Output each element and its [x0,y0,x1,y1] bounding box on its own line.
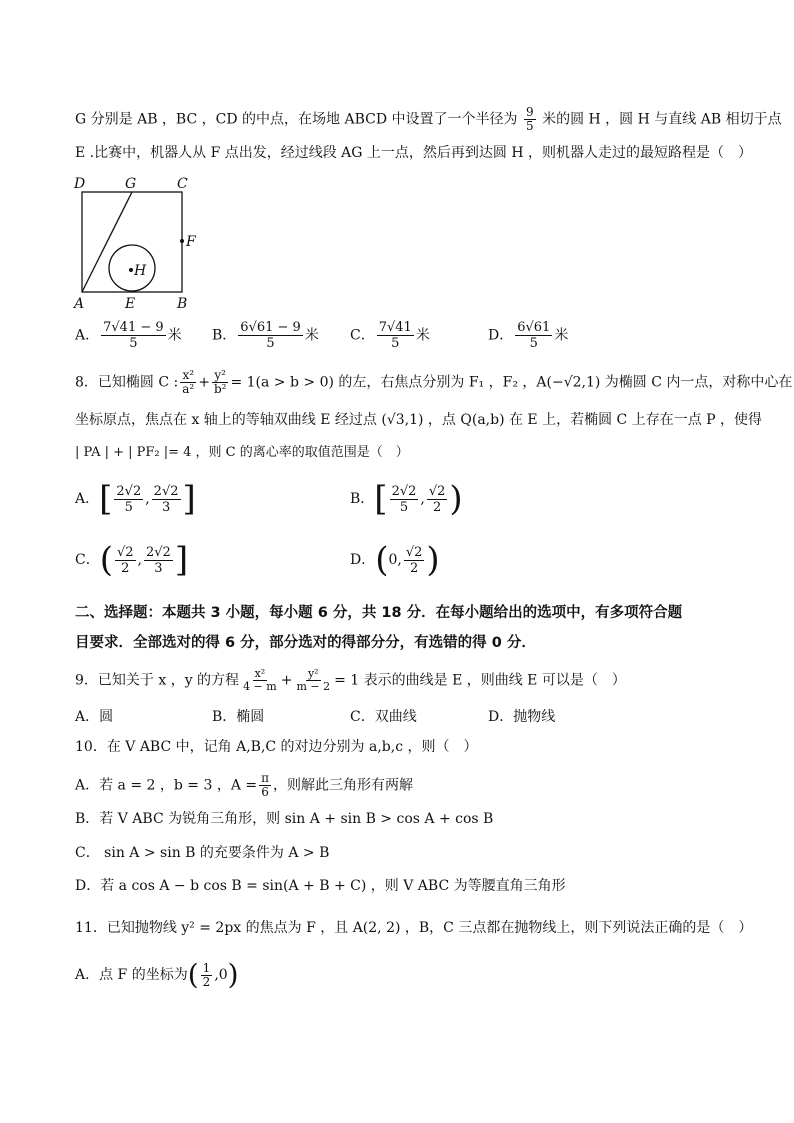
q8-option-c[interactable]: C．( $\frac{√2}{2}$ , $\frac{2√2}{3}$ ] [75,540,189,580]
q10-option-b[interactable]: B．若 V ABC 为锐角三角形，则 sin A + sin B > cos A + cos B [75,811,494,827]
q9-option-b[interactable]: B．椭圆 [212,709,265,725]
point-f [180,239,184,243]
label-f: F [186,234,196,250]
label-c: C [177,176,188,192]
q8-line2: 坐标原点，焦点在 x 轴上的等轴双曲线 E 经过点 (√3,1) ，点 Q(a,b) 在 E 上，若椭圆 C 上存在一点 P ，使得 [75,412,763,428]
section2-heading-line2: 目要求．全部选对的得 6 分，部分选对的得部分分，有选错的得 0 分． [75,635,536,651]
q9-stem: 9．已知关于 x ，y 的方程 $\frac{\text{x²}}{4 - m}$ + $\frac{\text{y²}}{m - 2}$ = 1 表示的曲线是 E ，则曲线 E 可以是（ ） [75,667,626,693]
q7-option-b[interactable]: B． $\frac{6√61 - 9}{5}$ 米 [212,320,319,351]
q7-line1 [75,106,782,133]
label-a: A [74,296,85,312]
q7-option-d[interactable]: D． $\frac{6√61}{5}$ 米 [488,320,569,351]
q8-line3: | PA | + | PF₂ |= 4 ，则 C 的离心率的取值范围是（ ） [75,445,409,460]
label-d: D [74,176,86,192]
segment-ag [82,192,132,292]
q10-option-a[interactable]: A．若 a = 2 ，b = 3 ，A = $\frac{\pi}{6}$ ，则解此三角形有两解 [75,771,414,799]
q7-line2: E .比赛中，机器人从 F 点出发，经过线段 AG 上一点，然后再到达圆 H ，则机器人走过的最短路程是（ ） [75,145,753,161]
q8-line1: 8．已知椭圆 C : $\frac{\text{x²}}{\text{a²}}$ + $\frac{\text{y²}}{\text{b²}}$ = 1(a > b > 0) 的左，右焦点分别为 F₁ ，F₂ ，A(−√2,1) 为椭圆 C 内一点，对称中心在 [75,368,793,396]
label-e: E [125,296,136,312]
q11-option-a[interactable]: A．点 F 的坐标为( $\frac{1}{2}$ ,0) [75,958,239,991]
point-h [129,268,133,272]
q8-option-a[interactable]: A．[ $\frac{2√2}{5}$ , $\frac{2√2}{3}$ ] [75,479,196,519]
q9-option-c[interactable]: C．双曲线 [350,709,417,725]
q7-option-a[interactable]: A． $\frac{7√41 - 9}{5}$ 米 [75,320,182,351]
q9-option-a[interactable]: A．圆 [75,709,114,725]
q7-figure [70,172,210,312]
q7-text-part1: G 分别是 AB ，BC ，CD 的中点，在场地 ABCD 中设置了一个半径为 [75,111,518,128]
label-h: H [134,263,147,279]
section2-heading-line1: 二、选择题：本题共 3 小题，每小题 6 分，共 18 分．在每小题给出的选项中，有多项符合题 [75,605,683,621]
label-g: G [125,176,137,192]
q8-option-b[interactable]: B．[ $\frac{2√2}{5}$ , $\frac{√2}{2}$ ) [350,479,463,519]
q7-radius-fraction: $\frac{9}{5}$ [525,105,534,133]
q10-stem: 10．在 V ABC 中，记角 A,B,C 的对边分别为 a,b,c ，则（ ） [75,739,478,755]
circle-h [109,245,155,291]
q11-stem: 11．已知抛物线 y² = 2px 的焦点为 F ，且 A(2, 2) ，B，C 三点都在抛物线上，则下列说法正确的是（ ） [75,920,753,936]
q9-option-d[interactable]: D．抛物线 [488,709,556,725]
q10-option-c[interactable]: C． sin A > sin B 的充要条件为 A > B [75,845,330,861]
q10-option-d[interactable]: D．若 a cos A − b cos B = sin(A + B + C) ，则 V ABC 为等腰直角三角形 [75,878,566,894]
label-b: B [177,296,188,312]
q7-text-part2: 米的圆 H ，圆 H 与直线 AB 相切于点 [542,111,782,128]
q8-option-d[interactable]: D．(0, $\frac{√2}{2}$ ) [350,540,440,580]
square-abcd [82,192,182,292]
q7-option-c[interactable]: C． $\frac{7√41}{5}$ 米 [350,320,430,351]
